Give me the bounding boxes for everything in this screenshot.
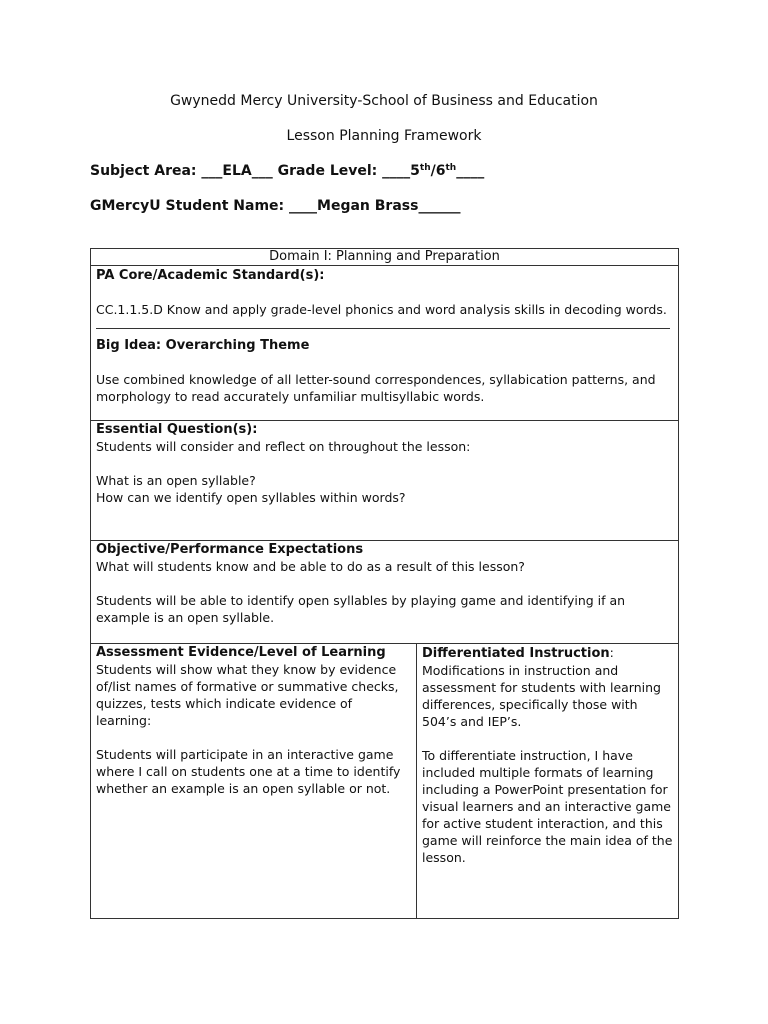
differentiated-heading-line: Differentiated Instruction: <box>422 645 614 661</box>
objective-prompt: What will students know and be able to do as a result of this lesson? <box>96 559 525 574</box>
section-divider <box>96 328 670 329</box>
essential-intro: Students will consider and reflect on throughout the lesson: <box>96 439 471 454</box>
student-value: ____Megan Brass______ <box>289 198 461 214</box>
differentiated-cell <box>417 644 679 919</box>
big-idea-heading: Big Idea: Overarching Theme <box>96 338 310 353</box>
grade-label: Grade Level: <box>277 163 378 179</box>
document-subtitle: Lesson Planning Framework <box>286 128 482 144</box>
assessment-text: Students will participate in an interactive game where I call on students one at a time to identify whether an example is an open syllable or not. <box>96 747 401 796</box>
standards-text: CC.1.1.5.D Know and apply grade-level phonics and word analysis skills in decoding words. <box>96 302 667 317</box>
differentiated-text: To differentiate instruction, I have included multiple formats of learning including a PowerPoint presentation for visual learners and an interactive game for active student interaction, and this game will reinforce the main idea of the lesson. <box>422 748 673 865</box>
differentiated-heading: Differentiated Instruction <box>422 646 610 661</box>
subject-label: Subject Area: <box>90 163 197 179</box>
student-label: GMercyU Student Name: <box>90 198 285 214</box>
standards-heading: PA Core/Academic Standard(s): <box>96 268 325 283</box>
big-idea-text: Use combined knowledge of all letter-sound correspondences, syllabication patterns, and morphology to read accurately unfamiliar multisyllabic words. <box>96 372 656 404</box>
objective-text: Students will be able to identify open syllables by playing game and identifying if an example is an open syllable. <box>96 593 626 625</box>
objective-cell <box>91 541 679 644</box>
assessment-cell <box>91 644 417 919</box>
assessment-heading: Assessment Evidence/Level of Learning <box>96 645 386 660</box>
document-title: Gwynedd Mercy University-School of Business and Education <box>170 93 598 109</box>
assessment-prompt: Students will show what they know by evidence of/list names of formative or summative checks, quizzes, tests which indicate evidence of learning: <box>96 662 399 728</box>
subject-value: ___ELA___ <box>201 163 273 179</box>
essential-heading: Essential Question(s): <box>96 422 258 437</box>
planning-table <box>90 248 679 919</box>
subject-grade-line <box>90 163 484 179</box>
essential-question-1: What is an open syllable? <box>96 473 256 488</box>
essential-question-2: How can we identify open syllables within words? <box>96 490 406 505</box>
objective-heading: Objective/Performance Expectations <box>96 542 364 557</box>
student-name-line <box>90 198 460 214</box>
grade-value: ____5th/6th____ <box>382 163 485 179</box>
differentiated-prompt: Modifications in instruction and assessment for students with learning differences, specifically those with 504’s and IEP’s. <box>422 663 661 729</box>
domain-heading: Domain I: Planning and Preparation <box>91 249 679 266</box>
standards-bigidea-cell <box>91 266 679 421</box>
essential-questions-cell <box>91 421 679 541</box>
